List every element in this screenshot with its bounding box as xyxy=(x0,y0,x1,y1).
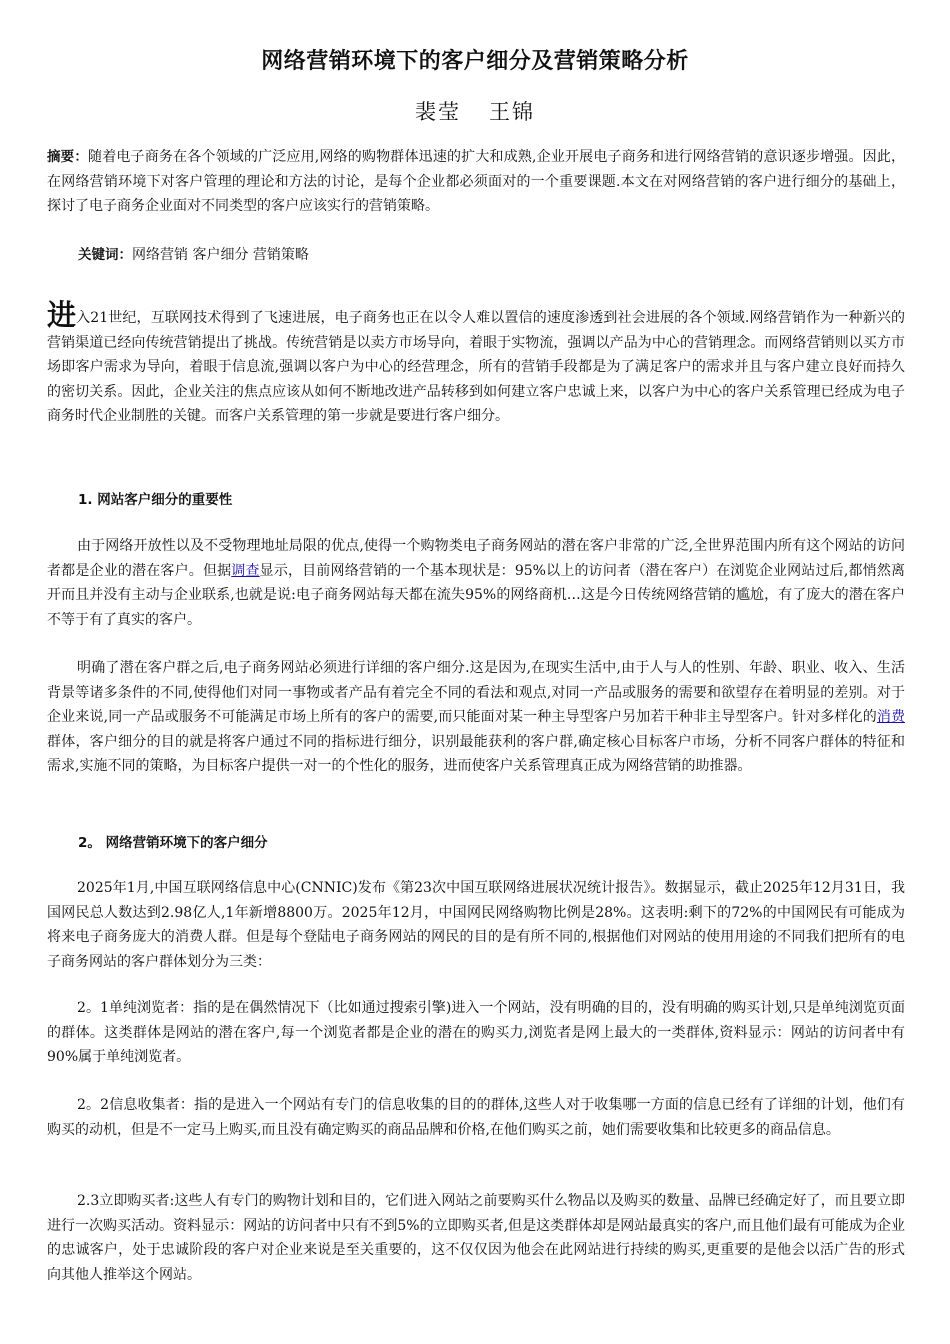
abstract-label: 摘要： xyxy=(47,149,89,165)
author-line xyxy=(0,96,950,126)
consumption-link[interactable]: 消费 xyxy=(876,709,905,725)
paragraph-text: 显示，目前网络营销的一个基本现状是：95%以上的访问者（潜在客户）在浏览企业网站过后,都悄然离开而且并没有主动与企业联系,也就是说:电子商务网站每天都在流失95%的网络商机…这是今日传统网络营销的尴尬，有了庞大的潜在客户不等于有了真实的客户。 xyxy=(47,562,905,628)
author-name: 裴莹 xyxy=(415,100,461,124)
author-name: 王锦 xyxy=(489,100,535,124)
intro-paragraph xyxy=(47,298,905,429)
section2-paragraph-2: 2。1单纯浏览者：指的是在偶然情况下（比如通过搜索引擎)进入一个网站，没有明确的目的，没有明确的购买计划,只是单纯浏览页面的群体。这类群体是网站的潜在客户,每一个浏览者都是企业的潜在的购买力,浏览者是网上最大的一类群体,资料显示：网站的访问者中有90%属于单纯浏览者。 xyxy=(47,1000,905,1065)
abstract-paragraph xyxy=(47,145,905,219)
keywords-line xyxy=(78,243,309,264)
section1-paragraph-1 xyxy=(47,534,905,632)
section-heading-2: 2。 网络营销环境下的客户细分 xyxy=(78,835,268,851)
keywords-text: 网络营销 客户细分 营销策略 xyxy=(132,247,309,263)
paragraph-text: 群体，客户细分的目的就是将客户通过不同的指标进行细分，识别最能获利的客户群,确定核心目标客户市场，分析不同客户群体的特征和需求,实施不同的策略，为目标客户提供一对一的个性化的服务，进而使客户关系管理真正成为网络营销的助推器。 xyxy=(47,733,905,774)
paragraph-text: 由于网络开放性以及不受物理地址局限的优点,使得一个购物类电子商务网站的潜在客户非常的广泛,全世界范围内所有这个网站的访问者都是企业的潜在客户。但据 xyxy=(47,538,905,579)
section2-paragraph-4: 2.3立即购买者:这些人有专门的购物计划和目的，它们进入网站之前要购买什么物品以及购买的数量、品牌已经确定好了，而且要立即进行一次购买活动。资料显示：网站的访问者中只有不到5%的立即购买者,但是这类群体却是网站最真实的客户,而且他们最有可能成为企业的忠诚客户，处于忠诚阶段的客户对企业来说是至关重要的，这不仅仅因为他会在此网站进行持续的购买,更重要的是他会以活广告的形式向其他人推举这个网站。 xyxy=(47,1193,905,1283)
drop-cap: 进 xyxy=(47,298,77,332)
paragraph-text: 明确了潜在客户群之后,电子商务网站必须进行详细的客户细分.这是因为,在现实生活中,由于人与人的性别、年龄、职业、收入、生活背景等诸多条件的不同,使得他们对同一事物或者产品有着完全不同的看法和观点,对同一产品或服务的需要和欲望存在着明显的差别。对于企业来说,同一产品或服务不可能满足市场上所有的客户的需要,而只能面对某一种主导型客户另加若干种非主导型客户。针对多样化的 xyxy=(47,660,905,725)
section2-paragraph-1: 2025年1月,中国互联网络信息中心(CNNIC)发布《第23次中国互联网络进展状况统计报告》。数据显示，截止2025年12月31日，我国网民总人数达到2.98亿人,1年新增8800万。2025年12月，中国网民网络购物比例是28%。这表明:剩下的72%的中国网民有可能成为将来电子商务庞大的消费人群。但是每个登陆电子商务网站的网民的目的是有所不同的,根据他们对网站的使用用途的不同我们把所有的电子商务网站的客户群体划分为三类： xyxy=(47,880,905,970)
section2-paragraph-3: 2。2信息收集者：指的是进入一个网站有专门的信息收集的目的的群体,这些人对于收集哪一方面的信息已经有了详细的计划，他们有购买的动机，但是不一定马上购买,而且没有确定购买的商品品牌和价格,在他们购买之前，她们需要收集和比较更多的商品信息。 xyxy=(47,1097,905,1138)
keywords-label: 关键词： xyxy=(78,247,132,263)
intro-text: 入21世纪，互联网技术得到了飞速进展，电子商务也正在以令人难以置信的速度渗透到社会进展的各个领域.网络营销作为一种新兴的营销渠道已经向传统营销提出了挑战。传统营销是以卖方市场导向，着眼于实物流，强调以产品为中心的营销理念。而网络营销则以买方市场即客户需求为导向，着眼于信息流,强调以客户为中心的经营理念，所有的营销手段都是为了满足客户的需求并且与客户建立良好而持久的密切关系。因此，企业关注的焦点应该从如何不断地改进产品转移到如何建立客户忠诚上来，以客户为中心的客户关系管理已经成为电子商务时代企业制胜的关键。而客户关系管理的第一步就是要进行客户细分。 xyxy=(47,310,905,424)
section1-paragraph-2 xyxy=(47,656,905,779)
section-heading-1: 1. 网站客户细分的重要性 xyxy=(78,492,233,508)
paper-title: 网络营销环境下的客户细分及营销策略分析 xyxy=(261,49,689,74)
survey-link[interactable]: 调查 xyxy=(231,562,260,579)
abstract-text: 随着电子商务在各个领域的广泛应用,网络的购物群体迅速的扩大和成熟,企业开展电子商务和进行网络营销的意识逐步增强。因此，在网络营销环境下对客户管理的理论和方法的讨论，是每个企业都必须面对的一个重要课题.本文在对网络营销的客户进行细分的基础上，探讨了电子商务企业面对不同类型的客户应该实行的营销策略。 xyxy=(47,149,906,214)
